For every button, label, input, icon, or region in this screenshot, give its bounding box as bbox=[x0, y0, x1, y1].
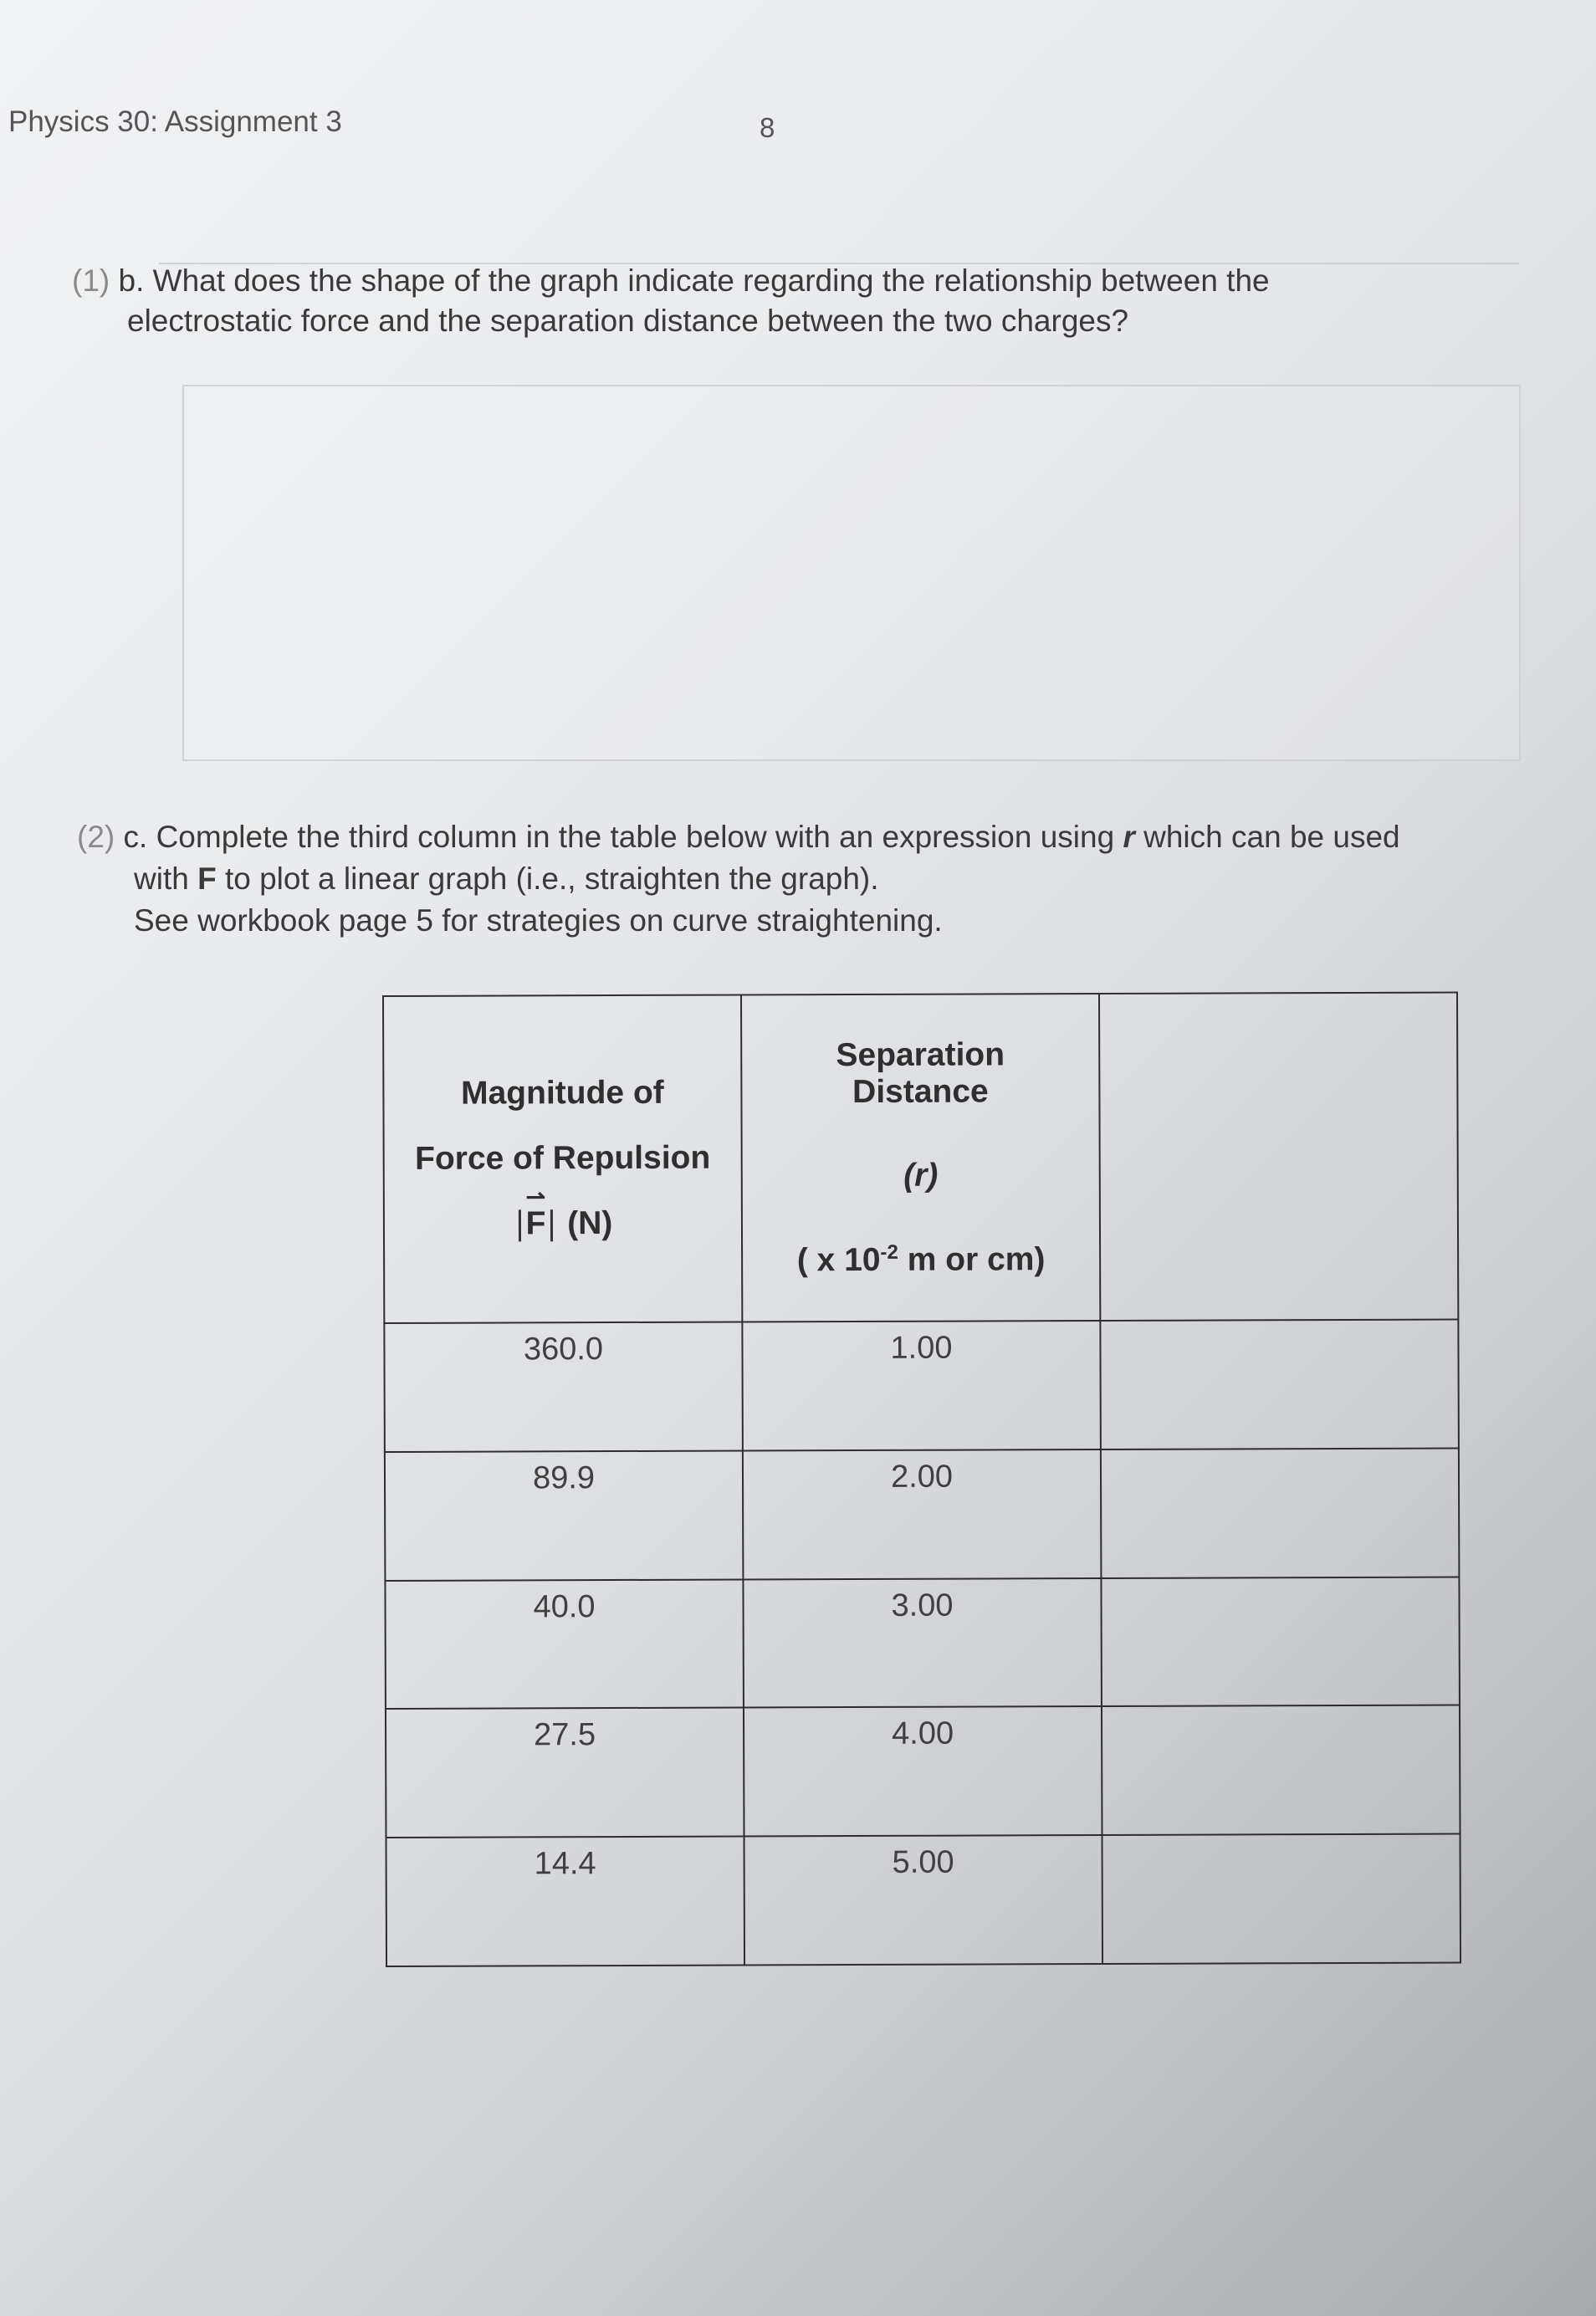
table-row bbox=[385, 1448, 1460, 1580]
question-1-line1: b. What does the shape of the graph indicate regarding the relationship between the bbox=[118, 263, 1270, 298]
unit-a: ( x 10 bbox=[796, 1241, 881, 1278]
table-row bbox=[386, 1834, 1461, 1966]
header-distance-unit bbox=[744, 1240, 1098, 1279]
question-2-number: (2) bbox=[77, 820, 115, 854]
question-2-line2-b: to plot a linear graph (i.e., straighten the graph). bbox=[216, 861, 879, 896]
expression-cell[interactable] bbox=[1101, 1577, 1460, 1706]
abs-bar-right bbox=[550, 1209, 553, 1241]
distance-symbol: (r) bbox=[903, 1157, 939, 1194]
vector-arrow-icon: ⇀ bbox=[525, 1184, 546, 1210]
distance-cell: 4.00 bbox=[744, 1706, 1102, 1836]
header-distance-symbol bbox=[744, 1157, 1098, 1194]
question-1-line2: electrostatic force and the separation distance between the two charges? bbox=[127, 304, 1129, 338]
question-2c bbox=[77, 816, 1583, 942]
force-symbol: F bbox=[525, 1205, 546, 1242]
header-force bbox=[383, 995, 742, 1324]
table-header-row bbox=[383, 993, 1458, 1323]
expression-cell[interactable] bbox=[1102, 1834, 1461, 1964]
unit-exponent: -2 bbox=[880, 1240, 898, 1264]
header-force-symbol bbox=[386, 1184, 740, 1243]
force-cell: 89.9 bbox=[385, 1450, 744, 1580]
question-2-line1-a: c. Complete the third column in the table below with an expression using bbox=[123, 820, 1123, 854]
header-distance-line2: Distance bbox=[852, 1072, 989, 1110]
expression-cell[interactable] bbox=[1100, 1320, 1459, 1449]
unit-b: m or cm) bbox=[898, 1240, 1046, 1278]
variable-r: r bbox=[1123, 820, 1135, 854]
distance-cell: 3.00 bbox=[743, 1578, 1102, 1708]
expression-cell[interactable] bbox=[1102, 1705, 1460, 1835]
variable-f: F bbox=[197, 861, 217, 896]
expression-cell[interactable] bbox=[1101, 1448, 1460, 1577]
table-row bbox=[386, 1705, 1460, 1838]
distance-cell: 1.00 bbox=[742, 1321, 1101, 1450]
question-2-line1-b: which can be used bbox=[1134, 820, 1400, 854]
page-number: 8 bbox=[760, 112, 775, 143]
distance-cell: 2.00 bbox=[743, 1449, 1102, 1579]
question-1-number: (1) bbox=[72, 263, 110, 298]
abs-bar-left bbox=[518, 1209, 520, 1241]
header-title: Physics 30: Assignment 3 bbox=[8, 105, 342, 138]
header-force-line1: Magnitude of bbox=[461, 1074, 664, 1112]
table-row bbox=[385, 1577, 1460, 1709]
header-expression[interactable] bbox=[1099, 993, 1458, 1322]
header-distance-line1: Separation bbox=[836, 1035, 1005, 1073]
table-row bbox=[384, 1320, 1459, 1452]
question-2-line3: See workbook page 5 for strategies on curve straightening. bbox=[134, 903, 943, 938]
question-2-line2-a: with bbox=[134, 861, 198, 896]
header-force-unit: (N) bbox=[567, 1205, 613, 1242]
force-cell: 40.0 bbox=[385, 1579, 744, 1709]
data-table bbox=[382, 992, 1461, 1967]
force-cell: 27.5 bbox=[386, 1708, 744, 1838]
distance-cell: 5.00 bbox=[744, 1835, 1103, 1965]
question-1b bbox=[72, 261, 1544, 341]
header-distance bbox=[741, 994, 1100, 1322]
answer-box[interactable] bbox=[182, 385, 1521, 761]
force-cell: 14.4 bbox=[386, 1837, 745, 1966]
question-2-line2 bbox=[77, 858, 1583, 900]
header-force-line2: Force of Repulsion bbox=[414, 1139, 711, 1177]
force-cell: 360.0 bbox=[384, 1322, 743, 1452]
